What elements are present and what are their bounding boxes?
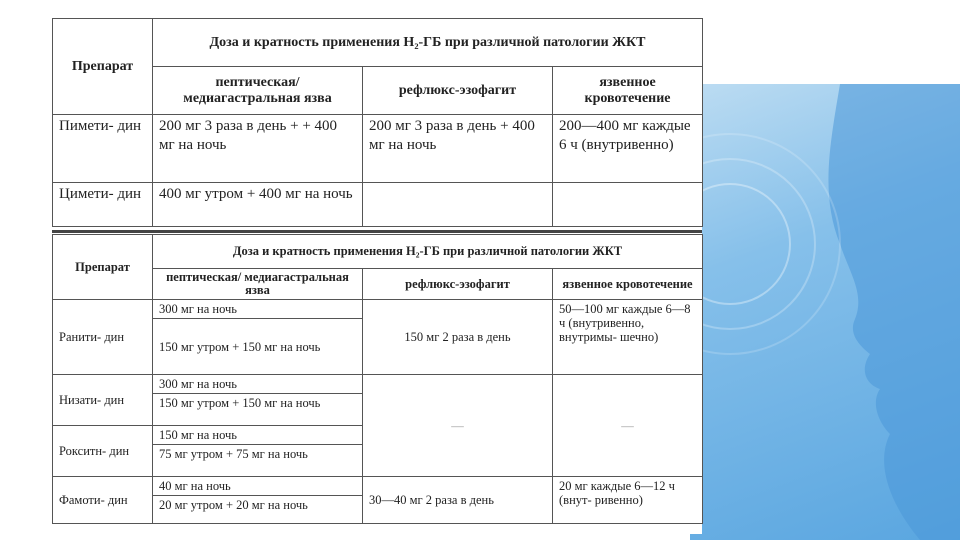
h2-blockers-table-2 — [52, 234, 703, 524]
ulcer-dose: 150 мг на ночь — [153, 426, 363, 445]
background-panel — [690, 84, 960, 540]
ulcer-dose: 150 мг утром + 150 мг на ночь — [153, 394, 363, 426]
drug-header: Препарат — [53, 19, 153, 115]
reflux-dose: 30—40 мг 2 раза в день — [363, 477, 553, 524]
bleeding-dose: 50—100 мг каждые 6—8 ч (внутривенно, внутримы- шечно) — [553, 300, 703, 375]
ulcer-dose: 20 мг утром + 20 мг на ночь — [153, 496, 363, 524]
table-row — [53, 183, 703, 227]
bleeding-header: язвенное кровотечение — [553, 269, 703, 300]
drug-name: Цимети- дин — [53, 183, 153, 227]
ulcer-dose: 75 мг утром + 75 мг на ночь — [153, 445, 363, 477]
reflux-dose — [363, 183, 553, 227]
ulcer-dose: 300 мг на ночь — [153, 300, 363, 319]
bleeding-dose: — — [553, 375, 703, 477]
table-divider — [52, 230, 702, 233]
ulcer-dose: 300 мг на ночь — [153, 375, 363, 394]
ulcer-dose: 150 мг утром + 150 мг на ночь — [153, 319, 363, 375]
reflux-dose: — — [363, 375, 553, 477]
table-row — [53, 477, 703, 496]
drug-name: Пимети- дин — [53, 115, 153, 183]
table-row — [53, 300, 703, 319]
profile-face-decoration — [690, 84, 960, 540]
scanned-document — [52, 18, 702, 534]
ulcer-header: пептическая/ медиагастральная язва — [153, 67, 363, 115]
reflux-dose: 200 мг 3 раза в день + 400 мг на ночь — [363, 115, 553, 183]
header-row — [53, 19, 703, 67]
bleeding-dose: 20 мг каждые 6—12 ч (внут- ривенно) — [553, 477, 703, 524]
reflux-dose: 150 мг 2 раза в день — [363, 300, 553, 375]
drug-name: Фамоти- дин — [53, 477, 153, 524]
ulcer-dose: 200 мг 3 раза в день + + 400 мг на ночь — [153, 115, 363, 183]
ulcer-dose: 40 мг на ночь — [153, 477, 363, 496]
dose-header: Доза и кратность применения H₂-ГБ при различной патологии ЖКТ — [153, 235, 703, 269]
drug-name: Низати- дин — [53, 375, 153, 426]
ulcer-header: пептическая/ медиагастральная язва — [153, 269, 363, 300]
reflux-header: рефлюкс-эзофагит — [363, 67, 553, 115]
bleeding-dose — [553, 183, 703, 227]
dose-header: Доза и кратность применения H₂-ГБ при различной патологии ЖКТ — [153, 19, 703, 67]
bleeding-dose: 200—400 мг каждые 6 ч (внутривенно) — [553, 115, 703, 183]
table-row — [53, 115, 703, 183]
drug-header: Препарат — [53, 235, 153, 300]
reflux-header: рефлюкс-эзофагит — [363, 269, 553, 300]
drug-name: Рокситн- дин — [53, 426, 153, 477]
table-row — [53, 375, 703, 394]
bleeding-header: язвенное кровотечение — [553, 67, 703, 115]
h2-blockers-table-1 — [52, 18, 703, 227]
drug-name: Ранити- дин — [53, 300, 153, 375]
header-row — [53, 235, 703, 269]
ulcer-dose: 400 мг утром + 400 мг на ночь — [153, 183, 363, 227]
